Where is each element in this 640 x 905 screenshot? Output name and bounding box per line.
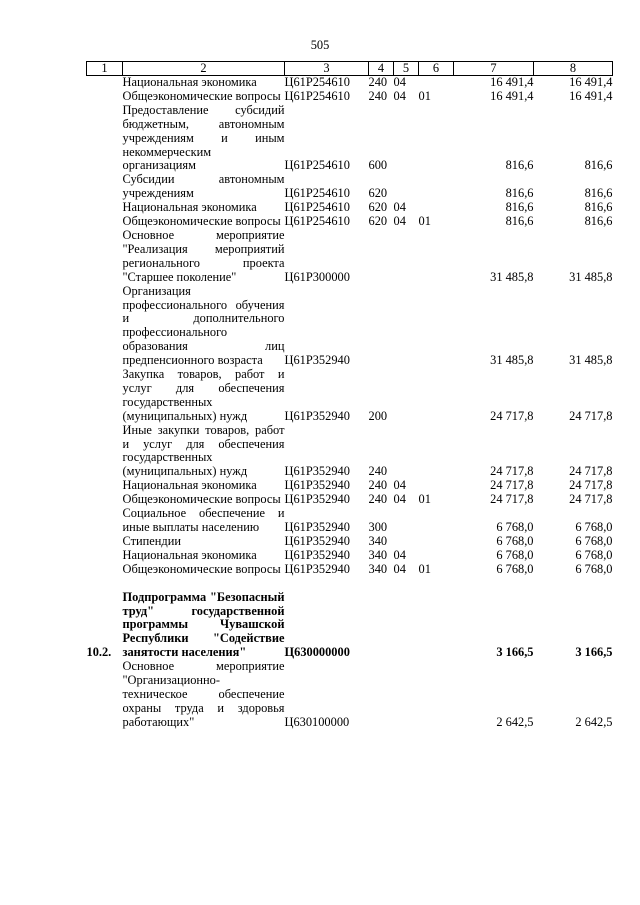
amount-col8: 24 717,8 [569, 478, 613, 493]
column-header-3: 3 [285, 62, 369, 76]
expense-type-code [369, 660, 394, 730]
target-code: Ц630100000 [284, 714, 350, 729]
budget-table [86, 61, 613, 730]
section-code [394, 229, 419, 285]
row-number [87, 424, 123, 480]
amount-col8: 6 768,0 [575, 533, 613, 548]
amount-col7: 816,6 [505, 186, 534, 201]
expense-type-code: 240 [368, 75, 388, 89]
table-row [87, 104, 613, 174]
target-code: Ц61P352940 [284, 353, 350, 368]
target-code: Ц61P352940 [284, 561, 350, 576]
row-number [87, 660, 123, 730]
row-number [87, 173, 123, 201]
item-name: Предоставление субсидий бюджетным, автономным учреждениям и иным некоммерческим организациям [122, 102, 285, 173]
expense-type-code: 240 [368, 88, 388, 103]
item-name: Закупка товаров, работ и услуг для обеспечения государственных (муниципальных) нужд [122, 367, 285, 423]
amount-col8: 24 717,8 [569, 464, 613, 479]
target-code: Ц61P352940 [284, 478, 350, 493]
row-number [87, 507, 123, 535]
amount-col7: 16 491,4 [490, 75, 534, 89]
section-code: 04 [393, 75, 406, 89]
item-name: Национальная экономика [122, 200, 257, 215]
spacer-cell [87, 577, 613, 591]
expense-type-code: 620 [368, 200, 388, 215]
section-code: 04 [393, 200, 406, 215]
subsection-code [419, 229, 454, 285]
row-number [87, 104, 123, 174]
table-row [87, 173, 613, 201]
amount-col8: 816,6 [584, 186, 613, 201]
expense-type-code: 200 [368, 408, 388, 423]
expense-type-code: 620 [368, 214, 388, 229]
section-code: 04 [393, 547, 406, 562]
item-name: Социальное обеспечение и иные выплаты населению [122, 506, 285, 534]
column-header-4: 4 [369, 62, 394, 76]
column-header-2: 2 [123, 62, 285, 76]
row-number [87, 201, 123, 215]
table-row [87, 424, 613, 480]
column-header-6: 6 [419, 62, 454, 76]
item-name: Подпрограмма "Безопасный труд" государственной программы Чувашской Республики "Содействие занятости населения" [122, 589, 285, 660]
table-body [87, 76, 613, 730]
row-number [87, 90, 123, 104]
target-code: Ц61P352940 [284, 464, 350, 479]
amount-col8: 6 768,0 [575, 561, 613, 576]
item-name: Организация профессионального обучения и дополнительного профессионального образования лиц предпенсионного возраста [122, 283, 285, 368]
section-code: 04 [393, 492, 406, 507]
section-code [394, 591, 419, 661]
amount-col7: 6 768,0 [496, 561, 534, 576]
column-header-8: 8 [534, 62, 613, 76]
amount-col8: 6 768,0 [575, 520, 613, 534]
section-code [394, 424, 419, 480]
amount-col8: 6 768,0 [575, 547, 613, 562]
row-number [87, 535, 123, 549]
amount-col7: 816,6 [505, 214, 534, 229]
subsection-code [419, 368, 454, 424]
target-code: Ц61P352940 [284, 492, 350, 507]
row-number [87, 368, 123, 424]
item-name: Иные закупки товаров, работ и услуг для обеспечения государственных (муниципальных) нужд [122, 422, 285, 479]
amount-col8: 16 491,4 [569, 88, 613, 103]
target-code: Ц61P352940 [284, 547, 350, 562]
row-number [87, 215, 123, 229]
item-name: Общеэкономические вопросы [122, 561, 281, 576]
item-name: Стипендии [122, 533, 181, 548]
subsection-code [419, 173, 454, 201]
subsection-code [419, 507, 454, 535]
item-name: Национальная экономика [122, 75, 257, 89]
item-name: Субсидии автономным учреждениям [122, 172, 285, 201]
amount-col7: 24 717,8 [490, 464, 534, 479]
expense-type-code: 340 [368, 561, 388, 576]
expense-type-code [369, 591, 394, 661]
target-code: Ц630000000 [284, 645, 350, 660]
table-row [87, 660, 613, 730]
amount-col8: 24 717,8 [569, 492, 613, 507]
target-code: Ц61P254610 [284, 75, 350, 89]
section-code [394, 173, 419, 201]
target-code: Ц61P254610 [284, 214, 350, 229]
subsection-code [419, 549, 454, 563]
expense-type-code: 240 [368, 464, 388, 479]
item-name: Общеэкономические вопросы [122, 214, 281, 229]
amount-col7: 16 491,4 [490, 88, 534, 103]
row-number [87, 563, 123, 577]
subsection-code [419, 479, 454, 493]
row-number [87, 479, 123, 493]
subsection-code [419, 535, 454, 549]
subsection-code [419, 76, 454, 90]
item-name: Национальная экономика [122, 478, 257, 493]
section-code [394, 368, 419, 424]
row-number [87, 285, 123, 368]
table-row [87, 507, 613, 535]
target-code: Ц61P352940 [284, 533, 350, 548]
section-code [394, 104, 419, 174]
expense-type-code [369, 229, 394, 285]
row-number [87, 549, 123, 563]
amount-col8: 816,6 [584, 158, 613, 173]
section-code [394, 660, 419, 730]
amount-col7: 6 768,0 [496, 520, 534, 534]
expense-type-code: 240 [368, 492, 388, 507]
row-number [87, 493, 123, 507]
amount-col7: 3 166,5 [496, 645, 534, 660]
amount-col7: 24 717,8 [490, 492, 534, 507]
amount-col8: 2 642,5 [575, 714, 613, 729]
subsection-code [419, 104, 454, 174]
section-code: 04 [393, 214, 406, 229]
section-code: 04 [393, 561, 406, 576]
table-row [87, 493, 613, 507]
amount-col8: 3 166,5 [575, 645, 613, 660]
subsection-code [419, 424, 454, 480]
item-name: Общеэкономические вопросы [122, 492, 281, 507]
target-code: Ц61P300000 [284, 269, 350, 284]
row-number [87, 76, 123, 90]
table-row [87, 285, 613, 368]
amount-col7: 816,6 [505, 158, 534, 173]
target-code: Ц61P254610 [284, 88, 350, 103]
table-row [87, 563, 613, 577]
section-code [394, 285, 419, 368]
amount-col7: 2 642,5 [496, 714, 534, 729]
amount-col8: 816,6 [584, 200, 613, 215]
amount-col8: 31 485,8 [569, 353, 613, 368]
target-code: Ц61P254610 [284, 200, 350, 215]
subsection-code: 01 [418, 492, 431, 507]
subsection-code: 01 [418, 88, 431, 103]
column-header-1: 1 [87, 62, 123, 76]
amount-col8: 816,6 [584, 214, 613, 229]
amount-col8: 31 485,8 [569, 269, 613, 284]
subsection-code [419, 660, 454, 730]
row-number [87, 229, 123, 285]
item-name: Основное мероприятие "Реализация мероприятий регионального проекта "Старшее поколение" [122, 227, 285, 284]
table-row [87, 368, 613, 424]
amount-col7: 24 717,8 [490, 478, 534, 493]
subsection-code [419, 285, 454, 368]
subsection-code [419, 201, 454, 215]
item-name: Национальная экономика [122, 547, 257, 562]
amount-col7: 6 768,0 [496, 547, 534, 562]
amount-col7: 6 768,0 [496, 533, 534, 548]
subsection-code [419, 591, 454, 661]
table-row [87, 201, 613, 215]
spacer-row [87, 577, 613, 591]
amount-col8: 16 491,4 [569, 75, 613, 89]
table-row [87, 549, 613, 563]
section-code: 04 [393, 478, 406, 493]
expense-type-code: 600 [368, 158, 388, 173]
table-row [87, 90, 613, 104]
target-code: Ц61P254610 [284, 186, 350, 201]
table-header [87, 62, 613, 76]
amount-col7: 816,6 [505, 200, 534, 215]
table-row [87, 591, 613, 661]
expense-type-code: 340 [368, 547, 388, 562]
page-number: 505 [310, 38, 330, 52]
amount-col7: 24 717,8 [490, 408, 534, 423]
table-row [87, 215, 613, 229]
amount-col7: 31 485,8 [490, 353, 534, 368]
section-code [394, 507, 419, 535]
target-code: Ц61P352940 [284, 408, 350, 423]
expense-type-code: 340 [368, 533, 388, 548]
expense-type-code: 620 [368, 186, 388, 201]
subsection-code: 01 [418, 561, 431, 576]
column-header-7: 7 [454, 62, 534, 76]
item-name: Основное мероприятие "Организационно-техническое обеспечение охраны труда и здоровья работающих" [122, 659, 285, 729]
expense-type-code: 300 [368, 520, 388, 534]
column-header-5: 5 [394, 62, 419, 76]
subsection-code: 01 [418, 214, 431, 229]
table-row [87, 229, 613, 285]
section-code: 04 [393, 88, 406, 103]
target-code: Ц61P254610 [284, 158, 350, 173]
section-code [394, 535, 419, 549]
table-row [87, 76, 613, 90]
item-name: Общеэкономические вопросы [122, 88, 281, 103]
row-number: 10.2. [86, 645, 112, 660]
expense-type-code [369, 285, 394, 368]
amount-col7: 31 485,8 [490, 269, 534, 284]
amount-col8: 24 717,8 [569, 408, 613, 423]
target-code: Ц61P352940 [284, 520, 350, 534]
expense-type-code: 240 [368, 478, 388, 493]
table-row [87, 479, 613, 493]
table-row [87, 535, 613, 549]
